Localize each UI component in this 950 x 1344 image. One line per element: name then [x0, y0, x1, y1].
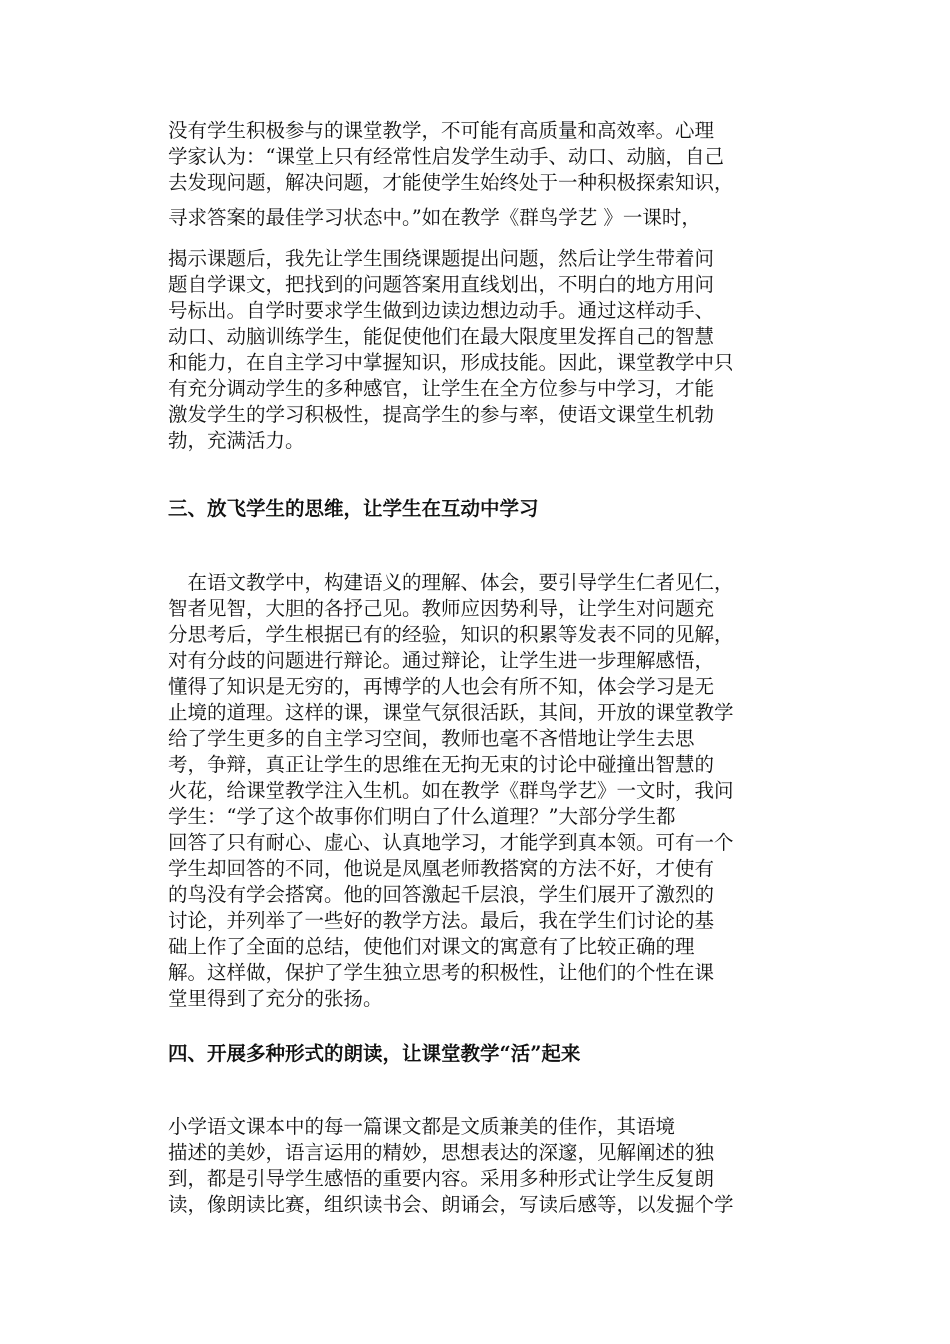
text-line: 考，争辩，真正让学生的思维在无拘无束的讨论中碰撞出智慧的 — [168, 753, 715, 776]
text-line: 火花，给课堂教学注入生机。如在教学《群鸟学艺》一文时，我问 — [168, 779, 734, 802]
text-line: 止境的道理。这样的课，课堂气氛很活跃，其间，开放的课堂教学 — [168, 701, 734, 724]
text-line: 题自学课文，把找到的问题答案用直线划出，不明白的地方用问 — [168, 273, 715, 296]
text-line: 读，像朗读比赛，组织读书会、朗诵会，写读后感等，以发掘个学 — [168, 1193, 734, 1216]
text-line: 和能力，在自主学习中掌握知识，形成技能。因此，课堂教学中只 — [168, 351, 734, 374]
text-line: 勃，充满活力。 — [168, 429, 305, 452]
text-line: 讨论，并列举了一些好的教学方法。最后，我在学生们讨论的基 — [168, 909, 715, 932]
text-line: 解。这样做，保护了学生独立思考的积极性，让他们的个性在课 — [168, 961, 715, 984]
text-line: 学生却回答的不同，他说是凤凰老师教搭窝的方法不好，才使有 — [168, 857, 715, 880]
text-line: 在语文教学中，构建语义的理解、体会，要引导学生仁者见仁， — [168, 571, 734, 594]
text-line: 智者见智，大胆的各抒己见。教师应因势利导，让学生对问题充 — [168, 597, 715, 620]
text-line: 础上作了全面的总结，使他们对课文的寓意有了比较正确的理 — [168, 935, 695, 958]
text-line: 给了学生更多的自主学习空间，教师也毫不吝惜地让学生去思 — [168, 727, 695, 750]
text-line: 没有学生积极参与的课堂教学，不可能有高质量和高效率。心理 — [168, 119, 715, 142]
text-line: 的鸟没有学会搭窝。他的回答激起千层浪，学生们展开了激烈的 — [168, 883, 715, 906]
text-line: 回答了只有耐心、虚心、认真地学习，才能学到真本领。可有一个 — [168, 831, 734, 854]
text-line: 学生：“学了这个故事你们明白了什么道理？”大部分学生都 — [168, 805, 676, 828]
text-line: 分思考后，学生根据已有的经验，知识的积累等发表不同的见解， — [168, 623, 734, 646]
section-heading-3: 三、放飞学生的思维，让学生在互动中学习 — [168, 497, 539, 520]
section-heading-4: 四、开展多种形式的朗读，让课堂教学“活”起来 — [168, 1042, 581, 1065]
text-line: 对有分歧的问题进行辩论。通过辩论，让学生进一步理解感悟， — [168, 649, 715, 672]
text-line: 堂里得到了充分的张扬。 — [168, 987, 383, 1010]
text-line: 号标出。自学时要求学生做到边读边想边动手。通过这样动手、 — [168, 299, 715, 322]
text-line: 揭示课题后，我先让学生围绕课题提出问题，然后让学生带着问 — [168, 247, 715, 270]
text-line: 学家认为：“课堂上只有经常性启发学生动手、动口、动脑，自己 — [168, 145, 724, 168]
text-line: 小学语文课本中的每一篇课文都是文质兼美的佳作，其语境 — [168, 1115, 676, 1138]
text-line: 动口、动脑训练学生，能促使他们在最大限度里发挥自己的智慧 — [168, 325, 715, 348]
text-line: 激发学生的学习积极性，提高学生的参与率，使语文课堂生机勃 — [168, 403, 715, 426]
text-line: 到，都是引导学生感悟的重要内容。采用多种形式让学生反复朗 — [168, 1167, 715, 1190]
text-line: 描述的美妙，语言运用的精妙，思想表达的深邃，见解阐述的独 — [168, 1141, 715, 1164]
text-line: 懂得了知识是无穷的，再博学的人也会有所不知，体会学习是无 — [168, 675, 715, 698]
text-line: 去发现问题，解决问题，才能使学生始终处于一种积极探索知识， — [168, 171, 734, 194]
text-line: 有充分调动学生的多种感官，让学生在全方位参与中学习，才能 — [168, 377, 715, 400]
text-line: 寻求答案的最佳学习状态中。”如在教学《群鸟学艺 》一课时， — [168, 206, 701, 229]
